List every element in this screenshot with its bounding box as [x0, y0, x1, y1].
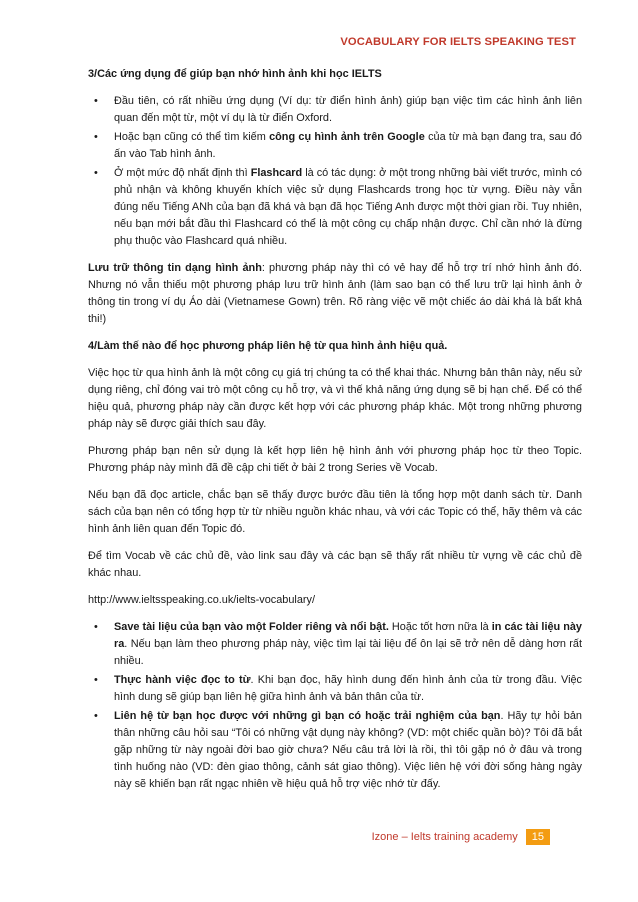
page-footer [372, 827, 550, 847]
bullet-icon: • [94, 710, 98, 722]
running-header: VOCABULARY FOR IELTS SPEAKING TEST [340, 36, 576, 48]
paragraph: Phương pháp bạn nên sử dụng là kết hợp liên hệ hình ảnh với phương pháp học từ theo Topic. Phương pháp này mình đã đề cập chi tiết ở bài 2 trong Series về Vocab. [88, 445, 582, 474]
paragraph: Việc học từ qua hình ảnh là một công cụ giá trị chúng ta có thể khai thác. Nhưng bản thân này, nếu sử dụng riêng, chỉ đóng vai trò một công cụ hỗ trợ, và vì thế khả năng ứng dụng sẽ bị hạn chế. Để có thể hiệu quả, phương pháp này cần được kết hợp với các phương pháp khác. Một trong những phương pháp này sẽ được giải thích sau đây. [88, 367, 582, 430]
storage-paragraph: Lưu trữ thông tin dạng hình ảnh: phương pháp này thì có vẻ hay để hỗ trợ trí nhớ hình ảnh đó. Nhưng nó vẫn thiếu một phương pháp lưu trữ hình ảnh (làm sao bạn có thể lưu trữ lại hình ảnh ở thông tin trong ví dụ Áo dài (Vietnamese Gown) trên. Rõ ràng việc vẽ một chiếc áo dài khá là bất khả thi!) [88, 262, 582, 325]
vocab-link[interactable]: http://www.ieltsspeaking.co.uk/ielts-vocabulary/ [88, 594, 315, 606]
list-item: • Hoặc bạn cũng có thể tìm kiếm công cụ hình ảnh trên Google của từ mà bạn đang tra, sau đó ấn vào Tab hình ảnh. [94, 131, 582, 160]
paragraph: Nếu bạn đã đọc article, chắc bạn sẽ thấy được bước đầu tiên là tổng hợp một danh sách từ. Danh sách của bạn nên có tổng hợp từ từ nhiều nguồn khác nhau, và với các Topic có thể, hãy thêm và các hình ảnh liên quan đến Topic đó. [88, 489, 582, 535]
section3-heading: 3/Các ứng dụng để giúp bạn nhớ hình ảnh khi học IELTS [88, 68, 382, 80]
list-item: • Thực hành việc đọc to từ. Khi bạn đọc, hãy hình dung đến hình ảnh của từ trong đầu. Việc hình dung sẽ giúp bạn liên hệ giữa hình ảnh và bản thân của từ. [94, 674, 582, 703]
list-item: • Save tài liệu của bạn vào một Folder riêng và nổi bật. Hoặc tốt hơn nữa là in các tài liệu này ra. Nếu bạn làm theo phương pháp này, việc tìm lại tài liệu để ôn lại sẽ trở nên dễ dàng hơn rất nhiều. [94, 621, 582, 667]
page-number-badge: 15 [526, 829, 550, 845]
page-content [88, 66, 582, 803]
list-item: • Đầu tiên, có rất nhiều ứng dụng (Ví dụ: từ điển hình ảnh) giúp bạn việc tìm các hình ảnh liên quan đến một từ, một ví dụ là từ điển Oxford. [94, 95, 582, 124]
section4-heading: 4/Làm thế nào để học phương pháp liên hệ từ qua hình ảnh hiệu quả. [88, 340, 448, 352]
bullet-icon: • [94, 131, 98, 143]
section4-bullet-list [88, 619, 582, 793]
bullet-icon: • [94, 621, 98, 633]
list-item: • Ở một mức độ nhất định thì Flashcard là có tác dụng: ở một trong những bài viết trước, mình có phủ nhận và không khuyến khích việc sử dụng Flashcards trong học từ vựng. Điều này vẫn đúng nếu Tiếng ANh của bạn đã khá và bạn đã học Tiếng Anh được một thời gian rồi. Tuy nhiên, nếu bạn mới bắt đầu thì Flashcard có thể là một công cụ chấp nhận được. Chỉ cần nhớ là đừng phụ thuộc vào Flashcard quá nhiều. [94, 167, 582, 247]
paragraph: Để tìm Vocab về các chủ đề, vào link sau đây và các bạn sẽ thấy rất nhiều từ vựng về các chủ đề khác nhau. [88, 550, 582, 579]
footer-text: Izone – Ielts training academy [371, 831, 518, 843]
list-item: • Liên hệ từ bạn học được với những gì bạn có hoặc trải nghiệm của bạn. Hãy tự hỏi bản thân những câu hỏi sau “Tôi có những vật dụng này không? (VD: một chiếc quần bò)? Tôi đã bắt gặp những từ này ngoài đời bao giờ chưa? Nếu câu trả lời là rồi, thì tôi gặp nó ở đâu và trong tình huống nào (VD: đèn giao thông, cảnh sát giao thông). Việc liên hệ với đời sống hàng ngày này sẽ khiến bạn rất ngạc nhiên về hiệu quả hỗ trợ việc nhớ từ đấy. [94, 710, 582, 790]
bullet-icon: • [94, 167, 98, 179]
bullet-icon: • [94, 674, 98, 686]
bullet-icon: • [94, 95, 98, 107]
section3-bullet-list [88, 93, 582, 250]
